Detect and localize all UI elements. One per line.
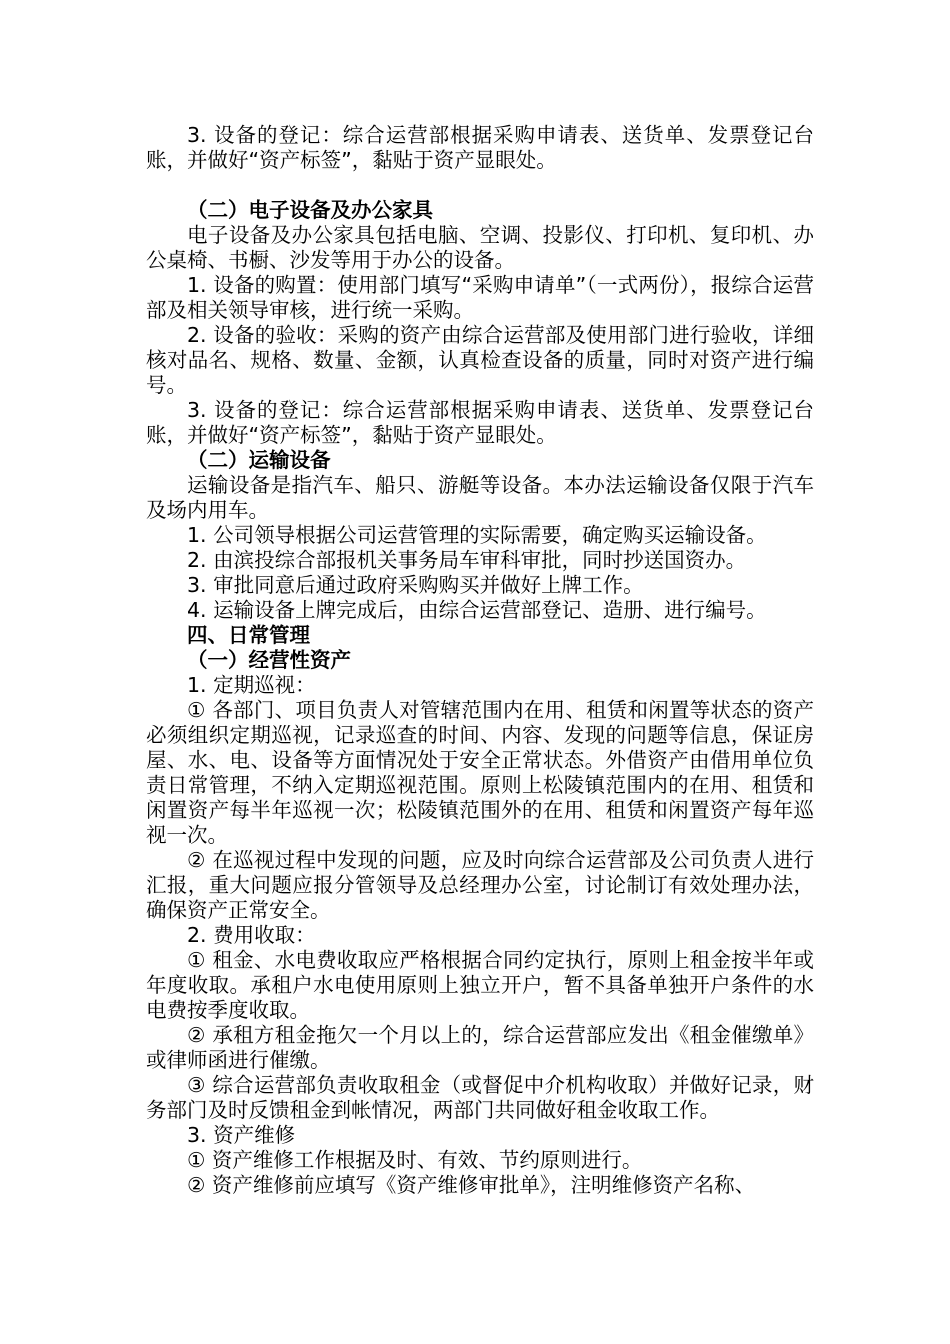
paragraph-maintenance-2: ② 资产维修前应填写《资产维修审批单》，注明维修资产名称、	[187, 1173, 756, 1197]
paragraph-registration-1: 3. 设备的登记：综合运营部根据采购申请表、送货单、发票登记台账，并做好“资产标签”，黏贴于资产显眼处。	[146, 123, 814, 172]
paragraph-acceptance: 2. 设备的验收：采购的资产由综合运营部及使用部门进行验收，详细核对品名、规格、数量、金额，认真检查设备的质量，同时对资产进行编号。	[146, 323, 814, 397]
document-page	[146, 123, 814, 1198]
paragraph-transport-step-4: 4. 运输设备上牌完成后，由综合运营部登记、造册、进行编号。	[187, 598, 767, 622]
paragraph-transport-definition: 运输设备是指汽车、船只、游艇等设备。本办法运输设备仅限于汽车及场内用车。	[146, 473, 814, 522]
paragraph-registration-2: 3. 设备的登记：综合运营部根据采购申请表、送货单、发票登记台账，并做好“资产标签”，黏贴于资产显眼处。	[146, 398, 814, 447]
paragraph-inspection-1: ① 各部门、项目负责人对管辖范围内在用、租赁和闲置等状态的资产必须组织定期巡视，记录巡查的时间、内容、发现的问题等信息，保证房屋、水、电、设备等方面情况处于安全正常状态。外借资产由借用单位负责日常管理，不纳入定期巡视范围。原则上松陵镇范围内的在用、租赁和闲置资产每半年巡视一次；松陵镇范围外的在用、租赁和闲置资产每年巡视一次。	[146, 698, 814, 847]
paragraph-inspection-2: ② 在巡视过程中发现的问题，应及时向综合运营部及公司负责人进行汇报，重大问题应报分管领导及总经理办公室，讨论制订有效处理办法，确保资产正常安全。	[146, 848, 814, 922]
heading-daily-management: 四、日常管理	[187, 623, 310, 647]
paragraph-inspection-title: 1. 定期巡视：	[187, 673, 316, 697]
heading-operating-assets: （一）经营性资产	[187, 648, 351, 672]
heading-electronic-equipment: （二）电子设备及办公家具	[187, 198, 433, 222]
paragraph-transport-step-2: 2. 由滨投综合部报机关事务局车审科审批，同时抄送国资办。	[187, 548, 747, 572]
paragraph-transport-step-3: 3. 审批同意后通过政府采购购买并做好上牌工作。	[187, 573, 644, 597]
paragraph-purchase: 1. 设备的购置：使用部门填写“采购申请单”（一式两份），报综合运营部及相关领导审核，进行统一采购。	[146, 273, 814, 322]
paragraph-fees-title: 2. 费用收取：	[187, 923, 316, 947]
paragraph-fees-2: ② 承租方租金拖欠一个月以上的，综合运营部应发出《租金催缴单》或律师函进行催缴。	[146, 1023, 814, 1072]
paragraph-electronic-definition: 电子设备及办公家具包括电脑、空调、投影仪、打印机、复印机、办公桌椅、书橱、沙发等用于办公的设备。	[146, 223, 814, 272]
paragraph-maintenance-title: 3. 资产维修	[187, 1123, 296, 1147]
paragraph-transport-step-1: 1. 公司领导根据公司运营管理的实际需要，确定购买运输设备。	[187, 523, 767, 547]
paragraph-fees-3: ③ 综合运营部负责收取租金（或督促中介机构收取）并做好记录，财务部门及时反馈租金到帐情况，两部门共同做好租金收取工作。	[146, 1073, 814, 1122]
paragraph-fees-1: ① 租金、水电费收取应严格根据合同约定执行，原则上租金按半年或年度收取。承租户水电使用原则上独立开户，暂不具备单独开户条件的水电费按季度收取。	[146, 948, 814, 1022]
heading-transport-equipment: （二）运输设备	[187, 448, 331, 472]
paragraph-maintenance-1: ① 资产维修工作根据及时、有效、节约原则进行。	[187, 1148, 643, 1172]
